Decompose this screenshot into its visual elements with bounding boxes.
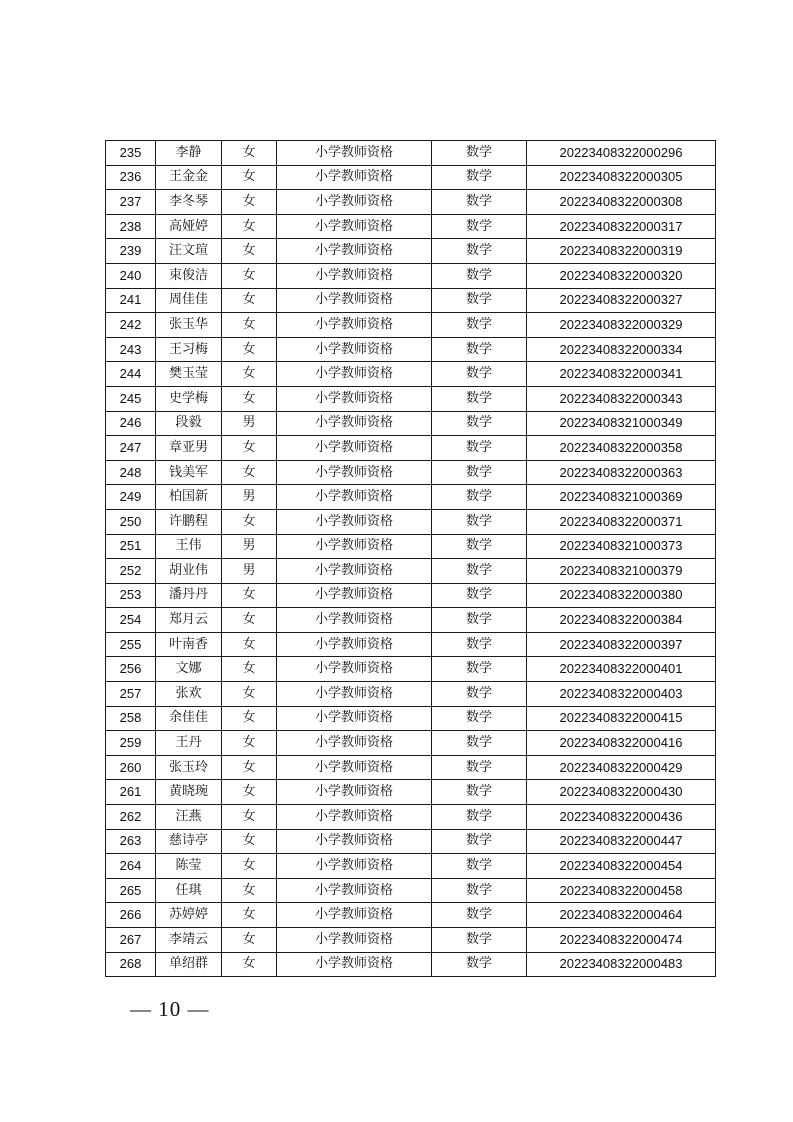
cell-gender: 女: [222, 436, 277, 461]
table-row: [106, 608, 716, 633]
cell-name: 史学梅: [156, 386, 222, 411]
table-row: [106, 485, 716, 510]
cell-subject: 数学: [432, 780, 527, 805]
cell-gender: 女: [222, 682, 277, 707]
page-number: — 10 —: [130, 997, 210, 1021]
cell-gender: 女: [222, 878, 277, 903]
cell-number: 247: [106, 436, 156, 461]
table-row: [106, 878, 716, 903]
table-row: [106, 559, 716, 584]
table-row: [106, 829, 716, 854]
cell-number: 237: [106, 190, 156, 215]
cell-certificate-id: 20223408322000371: [527, 509, 716, 534]
table-row: [106, 805, 716, 830]
cell-qualification: 小学教师资格: [277, 362, 432, 387]
table-row: [106, 509, 716, 534]
cell-name: 苏婷婷: [156, 903, 222, 928]
table-row: [106, 780, 716, 805]
table-row: [106, 411, 716, 436]
cell-certificate-id: 20223408322000397: [527, 632, 716, 657]
cell-name: 王伟: [156, 534, 222, 559]
cell-name: 李静: [156, 141, 222, 166]
cell-gender: 男: [222, 411, 277, 436]
cell-subject: 数学: [432, 337, 527, 362]
cell-subject: 数学: [432, 632, 527, 657]
cell-qualification: 小学教师资格: [277, 731, 432, 756]
cell-qualification: 小学教师资格: [277, 485, 432, 510]
cell-certificate-id: 20223408322000429: [527, 755, 716, 780]
cell-number: 250: [106, 509, 156, 534]
cell-gender: 女: [222, 337, 277, 362]
table-row: [106, 460, 716, 485]
cell-name: 叶南香: [156, 632, 222, 657]
cell-subject: 数学: [432, 731, 527, 756]
cell-subject: 数学: [432, 755, 527, 780]
cell-gender: 男: [222, 534, 277, 559]
cell-qualification: 小学教师资格: [277, 928, 432, 953]
cell-gender: 女: [222, 288, 277, 313]
cell-name: 张玉华: [156, 313, 222, 338]
cell-certificate-id: 20223408322000403: [527, 682, 716, 707]
cell-subject: 数学: [432, 263, 527, 288]
cell-name: 黄晓琬: [156, 780, 222, 805]
cell-qualification: 小学教师资格: [277, 657, 432, 682]
cell-subject: 数学: [432, 313, 527, 338]
cell-number: 266: [106, 903, 156, 928]
cell-certificate-id: 20223408322000329: [527, 313, 716, 338]
cell-gender: 女: [222, 141, 277, 166]
cell-qualification: 小学教师资格: [277, 682, 432, 707]
table-row: [106, 657, 716, 682]
cell-number: 253: [106, 583, 156, 608]
cell-qualification: 小学教师资格: [277, 903, 432, 928]
cell-certificate-id: 20223408322000358: [527, 436, 716, 461]
cell-gender: 女: [222, 928, 277, 953]
cell-name: 许鹏程: [156, 509, 222, 534]
cell-number: 261: [106, 780, 156, 805]
cell-certificate-id: 20223408322000296: [527, 141, 716, 166]
cell-qualification: 小学教师资格: [277, 755, 432, 780]
cell-qualification: 小学教师资格: [277, 436, 432, 461]
cell-number: 238: [106, 214, 156, 239]
cell-gender: 女: [222, 706, 277, 731]
cell-qualification: 小学教师资格: [277, 706, 432, 731]
cell-subject: 数学: [432, 805, 527, 830]
cell-gender: 女: [222, 854, 277, 879]
cell-subject: 数学: [432, 239, 527, 264]
cell-name: 李靖云: [156, 928, 222, 953]
table-row: [106, 337, 716, 362]
cell-certificate-id: 20223408322000341: [527, 362, 716, 387]
cell-name: 胡业伟: [156, 559, 222, 584]
cell-subject: 数学: [432, 559, 527, 584]
cell-subject: 数学: [432, 657, 527, 682]
cell-qualification: 小学教师资格: [277, 165, 432, 190]
cell-subject: 数学: [432, 165, 527, 190]
cell-certificate-id: 20223408322000447: [527, 829, 716, 854]
cell-certificate-id: 20223408322000458: [527, 878, 716, 903]
table-row: [106, 854, 716, 879]
cell-gender: 女: [222, 829, 277, 854]
cell-subject: 数学: [432, 509, 527, 534]
cell-subject: 数学: [432, 485, 527, 510]
table-row: [106, 682, 716, 707]
cell-subject: 数学: [432, 952, 527, 977]
cell-qualification: 小学教师资格: [277, 190, 432, 215]
table-row: [106, 214, 716, 239]
cell-subject: 数学: [432, 534, 527, 559]
cell-number: 236: [106, 165, 156, 190]
cell-gender: 女: [222, 190, 277, 215]
cell-name: 陈莹: [156, 854, 222, 879]
cell-subject: 数学: [432, 411, 527, 436]
cell-name: 汪燕: [156, 805, 222, 830]
cell-subject: 数学: [432, 878, 527, 903]
cell-subject: 数学: [432, 362, 527, 387]
table-row: [106, 731, 716, 756]
cell-name: 汪文瑄: [156, 239, 222, 264]
cell-subject: 数学: [432, 214, 527, 239]
cell-subject: 数学: [432, 436, 527, 461]
cell-number: 239: [106, 239, 156, 264]
cell-name: 文娜: [156, 657, 222, 682]
cell-number: 249: [106, 485, 156, 510]
cell-number: 259: [106, 731, 156, 756]
cell-number: 241: [106, 288, 156, 313]
cell-subject: 数学: [432, 190, 527, 215]
cell-number: 258: [106, 706, 156, 731]
cell-qualification: 小学教师资格: [277, 288, 432, 313]
table-row: [106, 632, 716, 657]
cell-certificate-id: 20223408322000317: [527, 214, 716, 239]
cell-number: 240: [106, 263, 156, 288]
table-row: [106, 362, 716, 387]
cell-name: 慈诗亭: [156, 829, 222, 854]
cell-qualification: 小学教师资格: [277, 805, 432, 830]
cell-number: 255: [106, 632, 156, 657]
cell-qualification: 小学教师资格: [277, 411, 432, 436]
cell-qualification: 小学教师资格: [277, 780, 432, 805]
cell-gender: 女: [222, 386, 277, 411]
table-row: [106, 755, 716, 780]
cell-subject: 数学: [432, 583, 527, 608]
cell-number: 268: [106, 952, 156, 977]
cell-gender: 女: [222, 903, 277, 928]
cell-number: 263: [106, 829, 156, 854]
cell-number: 254: [106, 608, 156, 633]
roster-table: [105, 140, 716, 977]
cell-subject: 数学: [432, 903, 527, 928]
cell-gender: 女: [222, 632, 277, 657]
cell-gender: 女: [222, 657, 277, 682]
cell-certificate-id: 20223408322000334: [527, 337, 716, 362]
cell-certificate-id: 20223408321000373: [527, 534, 716, 559]
cell-name: 张玉玲: [156, 755, 222, 780]
cell-certificate-id: 20223408322000474: [527, 928, 716, 953]
cell-certificate-id: 20223408322000308: [527, 190, 716, 215]
cell-gender: 女: [222, 755, 277, 780]
cell-certificate-id: 20223408322000327: [527, 288, 716, 313]
cell-qualification: 小学教师资格: [277, 878, 432, 903]
cell-qualification: 小学教师资格: [277, 608, 432, 633]
cell-certificate-id: 20223408322000415: [527, 706, 716, 731]
cell-qualification: 小学教师资格: [277, 460, 432, 485]
cell-certificate-id: 20223408322000416: [527, 731, 716, 756]
cell-gender: 女: [222, 165, 277, 190]
cell-gender: 女: [222, 239, 277, 264]
table-row: [106, 952, 716, 977]
cell-qualification: 小学教师资格: [277, 263, 432, 288]
cell-certificate-id: 20223408321000369: [527, 485, 716, 510]
cell-gender: 女: [222, 313, 277, 338]
cell-certificate-id: 20223408322000464: [527, 903, 716, 928]
cell-number: 257: [106, 682, 156, 707]
cell-qualification: 小学教师资格: [277, 214, 432, 239]
cell-name: 潘丹丹: [156, 583, 222, 608]
cell-subject: 数学: [432, 386, 527, 411]
cell-number: 248: [106, 460, 156, 485]
table-row: [106, 288, 716, 313]
cell-number: 265: [106, 878, 156, 903]
cell-subject: 数学: [432, 288, 527, 313]
cell-certificate-id: 20223408322000380: [527, 583, 716, 608]
cell-gender: 女: [222, 509, 277, 534]
roster-table-body: [106, 141, 716, 977]
table-row: [106, 903, 716, 928]
cell-number: 251: [106, 534, 156, 559]
cell-number: 264: [106, 854, 156, 879]
cell-name: 郑月云: [156, 608, 222, 633]
cell-name: 钱美军: [156, 460, 222, 485]
cell-number: 256: [106, 657, 156, 682]
cell-gender: 女: [222, 731, 277, 756]
cell-subject: 数学: [432, 829, 527, 854]
cell-certificate-id: 20223408322000384: [527, 608, 716, 633]
cell-qualification: 小学教师资格: [277, 239, 432, 264]
cell-name: 李冬琴: [156, 190, 222, 215]
cell-certificate-id: 20223408321000379: [527, 559, 716, 584]
cell-name: 王丹: [156, 731, 222, 756]
table-row: [106, 583, 716, 608]
cell-subject: 数学: [432, 608, 527, 633]
table-row: [106, 263, 716, 288]
cell-gender: 女: [222, 952, 277, 977]
cell-certificate-id: 20223408322000363: [527, 460, 716, 485]
cell-gender: 男: [222, 485, 277, 510]
cell-name: 余佳佳: [156, 706, 222, 731]
cell-number: 243: [106, 337, 156, 362]
table-row: [106, 190, 716, 215]
cell-subject: 数学: [432, 928, 527, 953]
cell-name: 王习梅: [156, 337, 222, 362]
cell-name: 章亚男: [156, 436, 222, 461]
cell-name: 任琪: [156, 878, 222, 903]
cell-number: 260: [106, 755, 156, 780]
cell-gender: 女: [222, 780, 277, 805]
cell-qualification: 小学教师资格: [277, 337, 432, 362]
cell-gender: 男: [222, 559, 277, 584]
cell-gender: 女: [222, 583, 277, 608]
table-row: [106, 706, 716, 731]
table-row: [106, 928, 716, 953]
cell-number: 242: [106, 313, 156, 338]
cell-gender: 女: [222, 608, 277, 633]
cell-qualification: 小学教师资格: [277, 141, 432, 166]
cell-certificate-id: 20223408322000319: [527, 239, 716, 264]
table-row: [106, 313, 716, 338]
cell-name: 高娅婷: [156, 214, 222, 239]
cell-gender: 女: [222, 214, 277, 239]
cell-certificate-id: 20223408321000349: [527, 411, 716, 436]
cell-number: 235: [106, 141, 156, 166]
cell-name: 樊玉莹: [156, 362, 222, 387]
cell-gender: 女: [222, 460, 277, 485]
cell-name: 束俊洁: [156, 263, 222, 288]
table-row: [106, 534, 716, 559]
cell-number: 244: [106, 362, 156, 387]
cell-name: 周佳佳: [156, 288, 222, 313]
table-row: [106, 386, 716, 411]
cell-certificate-id: 20223408322000430: [527, 780, 716, 805]
cell-qualification: 小学教师资格: [277, 534, 432, 559]
cell-number: 245: [106, 386, 156, 411]
cell-qualification: 小学教师资格: [277, 829, 432, 854]
cell-certificate-id: 20223408322000436: [527, 805, 716, 830]
cell-name: 张欢: [156, 682, 222, 707]
cell-qualification: 小学教师资格: [277, 854, 432, 879]
cell-qualification: 小学教师资格: [277, 313, 432, 338]
cell-qualification: 小学教师资格: [277, 583, 432, 608]
cell-certificate-id: 20223408322000454: [527, 854, 716, 879]
table-row: [106, 165, 716, 190]
cell-gender: 女: [222, 263, 277, 288]
cell-qualification: 小学教师资格: [277, 559, 432, 584]
cell-subject: 数学: [432, 141, 527, 166]
table-row: [106, 141, 716, 166]
cell-gender: 女: [222, 362, 277, 387]
cell-number: 252: [106, 559, 156, 584]
cell-name: 段毅: [156, 411, 222, 436]
cell-subject: 数学: [432, 706, 527, 731]
table-row: [106, 239, 716, 264]
cell-qualification: 小学教师资格: [277, 509, 432, 534]
cell-subject: 数学: [432, 854, 527, 879]
cell-certificate-id: 20223408322000483: [527, 952, 716, 977]
cell-certificate-id: 20223408322000401: [527, 657, 716, 682]
cell-subject: 数学: [432, 460, 527, 485]
cell-certificate-id: 20223408322000305: [527, 165, 716, 190]
cell-certificate-id: 20223408322000343: [527, 386, 716, 411]
cell-qualification: 小学教师资格: [277, 952, 432, 977]
cell-qualification: 小学教师资格: [277, 386, 432, 411]
cell-certificate-id: 20223408322000320: [527, 263, 716, 288]
table-row: [106, 436, 716, 461]
cell-name: 单绍群: [156, 952, 222, 977]
cell-name: 王金金: [156, 165, 222, 190]
cell-qualification: 小学教师资格: [277, 632, 432, 657]
cell-number: 267: [106, 928, 156, 953]
cell-gender: 女: [222, 805, 277, 830]
cell-number: 246: [106, 411, 156, 436]
cell-subject: 数学: [432, 682, 527, 707]
cell-number: 262: [106, 805, 156, 830]
cell-name: 柏国新: [156, 485, 222, 510]
